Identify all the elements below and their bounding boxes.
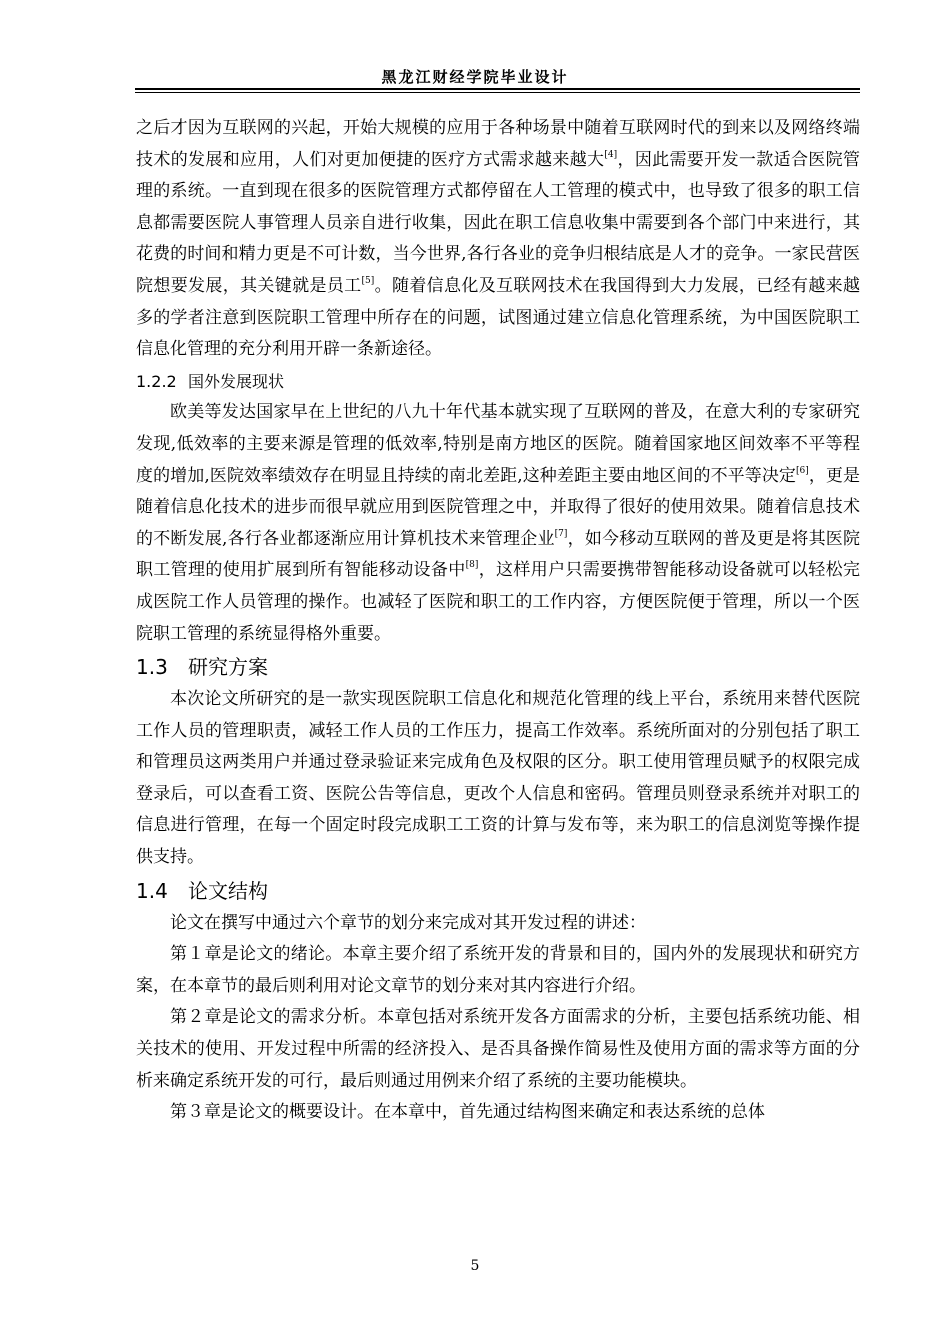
paragraph-intro-continued: 之后才因为互联网的兴起，开始大规模的应用于各种场景中随着互联网时代的到来以及网络终端技术的发展和应用，人们对更加便捷的医疗方式需求越来越大[4]，因此需要开发一款适合医院管理的系统。一直到现在很多的医院管理方式都停留在人工管理的模式中，也导致了很多的职工信息都需要医院人事管理人员亲自进行收集，因此在职工信息收集中需要到各个部门中来进行，其花费的时间和精力更是不可计数，当今世界,各行各业的竞争归根结底是人才的竞争。一家民营医院想要发展，其关键就是员工[5]。随着信息化及互联网技术在我国得到大力发展，已经有越来越多的学者注意到医院职工管理中所存在的问题，试图通过建立信息化管理系统，为中国医院职工信息化管理的充分利用开辟一条新途径。 bbox=[136, 118, 861, 360]
section-number: 1.2.2 bbox=[136, 371, 177, 391]
paragraph-foreign-development: 欧美等发达国家早在上世纪的八九十年代基本就实现了互联网的普及，在意大利的专家研究发现,低效率的主要来源是管理的低效率,特别是南方地区的医院。随着国家地区间效率不平等程度的增加,医院效率绩效存在明显且持续的南北差距,这种差距主要由地区间的不平等决定[6]，更是随着信息化技术的进步而很早就应用到医院管理之中，并取得了很好的使用效果。随着信息技术的不断发展,各行各业都逐渐应用计算机技术来管理企业[7]，如今移动互联网的普及更是将其医院职工管理的使用扩展到所有智能移动设备中[8]，这样用户只需要携带智能移动设备就可以轻松完成医院工作人员管理的操作。也减轻了医院和职工的工作内容，方便医院便于管理，所以一个医院职工管理的系统显得格外重要。 bbox=[136, 402, 861, 644]
page-number: 5 bbox=[470, 1258, 480, 1274]
paragraph-structure-intro: 论文在撰写中通过六个章节的划分来完成对其开发过程的讲述： bbox=[170, 912, 646, 933]
section-heading-1-3 bbox=[136, 650, 860, 684]
header-rule-thin bbox=[135, 92, 860, 93]
paragraph-chapter-3: 第３章是论文的概要设计。在本章中，首先通过结构图来确定和表达系统的总体 bbox=[170, 1102, 765, 1123]
section-title: 研究方案 bbox=[188, 655, 268, 680]
section-heading-1-2-2 bbox=[136, 366, 860, 398]
paragraph-research-plan: 本次论文所研究的是一款实现医院职工信息化和规范化管理的线上平台，系统用来替代医院工作人员的管理职责，减轻工作人员的工作压力，提高工作效率。系统所面对的分别包括了职工和管理员这两类用户并通过登录验证来完成角色及权限的区分。职工使用管理员赋予的权限完成登录后，可以查看工资、医院公告等信息，更改个人信息和密码。管理员则登录系统并对职工的信息进行管理，在每一个固定时段完成职工工资的计算与发布等，来为职工的信息浏览等操作提供支持。 bbox=[136, 689, 860, 868]
section-heading-1-4 bbox=[136, 874, 860, 908]
section-number: 1.3 bbox=[136, 655, 168, 680]
paragraph-chapter-1: 第１章是论文的绪论。本章主要介绍了系统开发的背景和目的，国内外的发展现状和研究方案，在本章节的最后则利用对论文章节的划分来对其内容进行介绍。 bbox=[136, 944, 860, 996]
citation-8: [8] bbox=[465, 560, 479, 571]
citation-7: [7] bbox=[554, 528, 568, 539]
paragraph-chapter-2: 第２章是论文的需求分析。本章包括对系统开发各方面需求的分析，主要包括系统功能、相关技术的使用、开发过程中所需的经济投入、是否具备操作简易性及使用方面的需求等方面的分析来确定系统开发的可行，最后则通过用例来介绍了系统的主要功能模块。 bbox=[136, 1007, 860, 1091]
page-body bbox=[136, 113, 860, 1129]
header-rule-thick bbox=[135, 88, 860, 90]
citation-4: [4] bbox=[604, 149, 618, 160]
section-number: 1.4 bbox=[136, 878, 168, 903]
section-title: 论文结构 bbox=[188, 878, 268, 903]
citation-5: [5] bbox=[361, 275, 375, 286]
page-header-title: 黑龙江财经学院毕业设计 bbox=[381, 68, 569, 86]
section-title: 国外发展现状 bbox=[188, 371, 285, 391]
citation-6: [6] bbox=[796, 465, 809, 476]
